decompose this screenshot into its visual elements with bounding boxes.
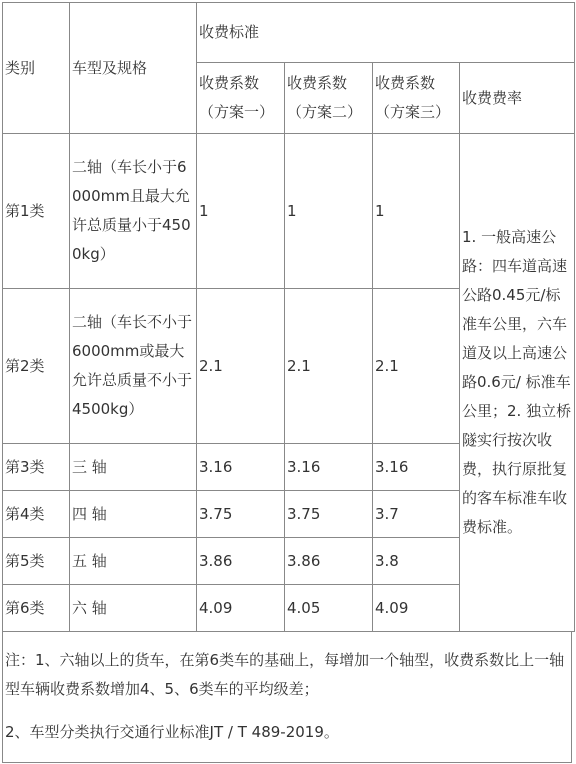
row-model: 六 轴 — [70, 585, 197, 632]
row-model: 二轴（车长小于6000mm且最大允许总质量小于4500kg） — [70, 134, 197, 289]
header-coef-1: 收费系数（方案一） — [197, 63, 285, 134]
row-coef-2: 3.75 — [285, 491, 373, 538]
row-category: 第4类 — [3, 491, 70, 538]
row-coef-3: 3.16 — [373, 444, 460, 491]
row-model: 三 轴 — [70, 444, 197, 491]
row-coef-2: 3.16 — [285, 444, 373, 491]
fee-table — [2, 2, 575, 632]
header-category: 类别 — [3, 3, 70, 134]
fee-table-container — [2, 2, 574, 763]
row-coef-1: 1 — [197, 134, 285, 289]
row-coef-3: 1 — [373, 134, 460, 289]
row-coef-2: 4.05 — [285, 585, 373, 632]
row-coef-1: 3.16 — [197, 444, 285, 491]
row-category: 第2类 — [3, 289, 70, 444]
row-model: 二轴（车长不小于6000mm或最大允许总质量不小于4500kg） — [70, 289, 197, 444]
header-coef-3: 收费系数（方案三） — [373, 63, 460, 134]
row-model: 四 轴 — [70, 491, 197, 538]
header-coef-2: 收费系数（方案二） — [285, 63, 373, 134]
notes-section — [2, 632, 572, 763]
row-category: 第3类 — [3, 444, 70, 491]
row-coef-3: 2.1 — [373, 289, 460, 444]
header-rate: 收费费率 — [460, 63, 575, 134]
row-coef-1: 2.1 — [197, 289, 285, 444]
header-model: 车型及规格 — [70, 3, 197, 134]
row-coef-3: 3.7 — [373, 491, 460, 538]
rate-cell: 1. 一般高速公路：四车道高速公路0.45元/标准车公里，六车道及以上高速公路0.6元/ 标准车公里；2. 独立桥隧实行按次收费，执行原批复的客车标准车收费标准。 — [460, 134, 575, 632]
row-coef-2: 1 — [285, 134, 373, 289]
row-coef-2: 3.86 — [285, 538, 373, 585]
row-coef-1: 4.09 — [197, 585, 285, 632]
note-2: 2、车型分类执行交通行业标准JT / T 489-2019。 — [5, 723, 339, 741]
row-category: 第1类 — [3, 134, 70, 289]
row-category: 第5类 — [3, 538, 70, 585]
row-coef-2: 2.1 — [285, 289, 373, 444]
row-coef-3: 4.09 — [373, 585, 460, 632]
header-standard: 收费标准 — [197, 3, 575, 63]
row-coef-1: 3.86 — [197, 538, 285, 585]
row-model: 五 轴 — [70, 538, 197, 585]
row-coef-3: 3.8 — [373, 538, 460, 585]
table-row — [3, 134, 575, 289]
row-coef-1: 3.75 — [197, 491, 285, 538]
note-1: 注：1、六轴以上的货车，在第6类车的基础上，每增加一个轴型，收费系数比上一轴型车辆收费系数增加4、5、6类车的平均级差； — [5, 651, 565, 698]
row-category: 第6类 — [3, 585, 70, 632]
